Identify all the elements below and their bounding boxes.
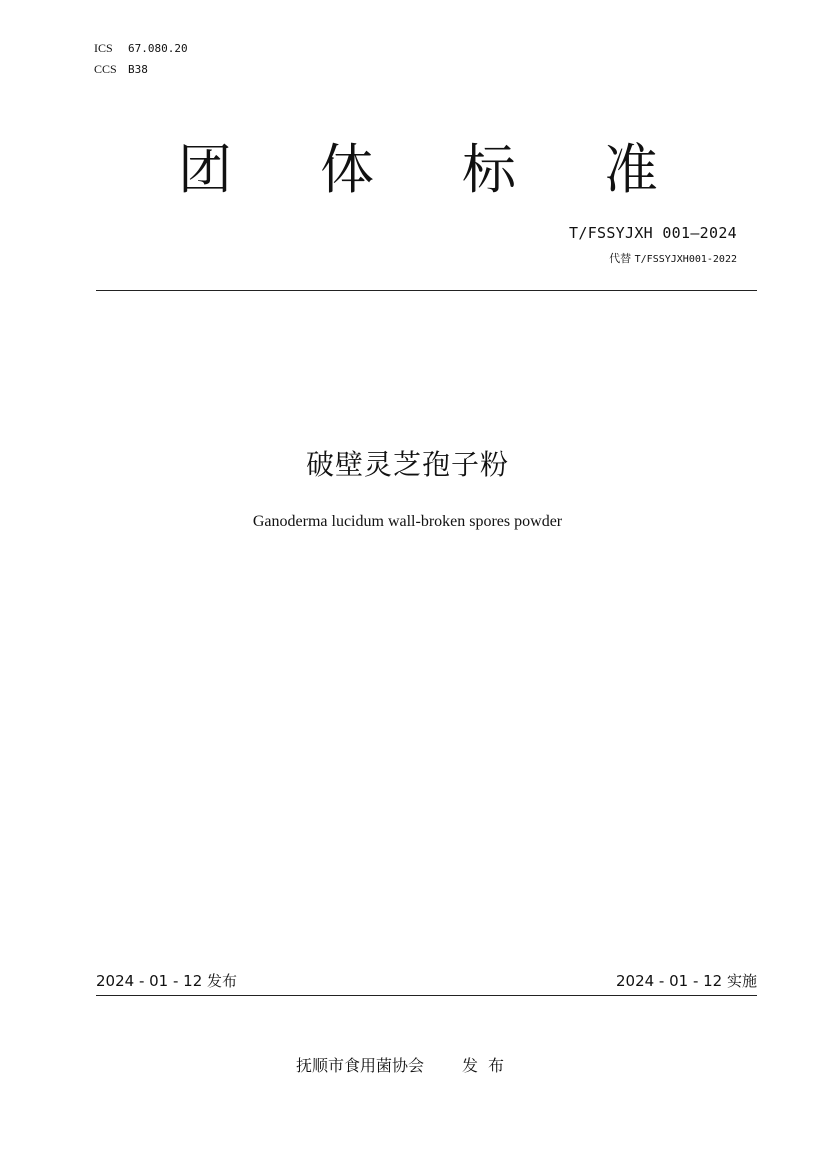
replaces-label: 代替: [609, 252, 632, 265]
dates-row: [96, 970, 757, 996]
ccs-label: CCS: [94, 62, 117, 76]
publisher-action: 发布: [462, 1056, 515, 1075]
publisher-line: [296, 1053, 514, 1076]
implement-date: 2024 - 01 - 12 实施: [615, 972, 757, 990]
document-title-english: Ganoderma lucidum wall-broken spores powder: [252, 513, 563, 530]
standard-type-heading: [0, 132, 815, 212]
standard-type-char: 团: [178, 138, 232, 201]
standard-type-char: 标: [462, 138, 516, 201]
top-divider: [96, 290, 757, 291]
ccs-code: [94, 59, 148, 80]
ics-label: ICS: [94, 41, 113, 55]
ccs-value: B38: [128, 63, 148, 76]
standard-type-char: 体: [320, 138, 374, 201]
publisher-name: 抚顺市食用菌协会: [296, 1056, 425, 1075]
ics-code: [94, 38, 188, 59]
bottom-divider: [96, 995, 757, 996]
publish-date: 2024 - 01 - 12 发布: [96, 972, 238, 990]
document-title-chinese: 破壁灵芝孢子粉: [305, 448, 509, 481]
standard-type-char: 准: [604, 138, 658, 201]
ics-value: 67.080.20: [128, 42, 188, 55]
replaces-line: [609, 250, 737, 266]
replaces-value: T/FSSYJXH001-2022: [634, 254, 737, 265]
standard-number: T/FSSYJXH 001—2024: [569, 224, 737, 242]
